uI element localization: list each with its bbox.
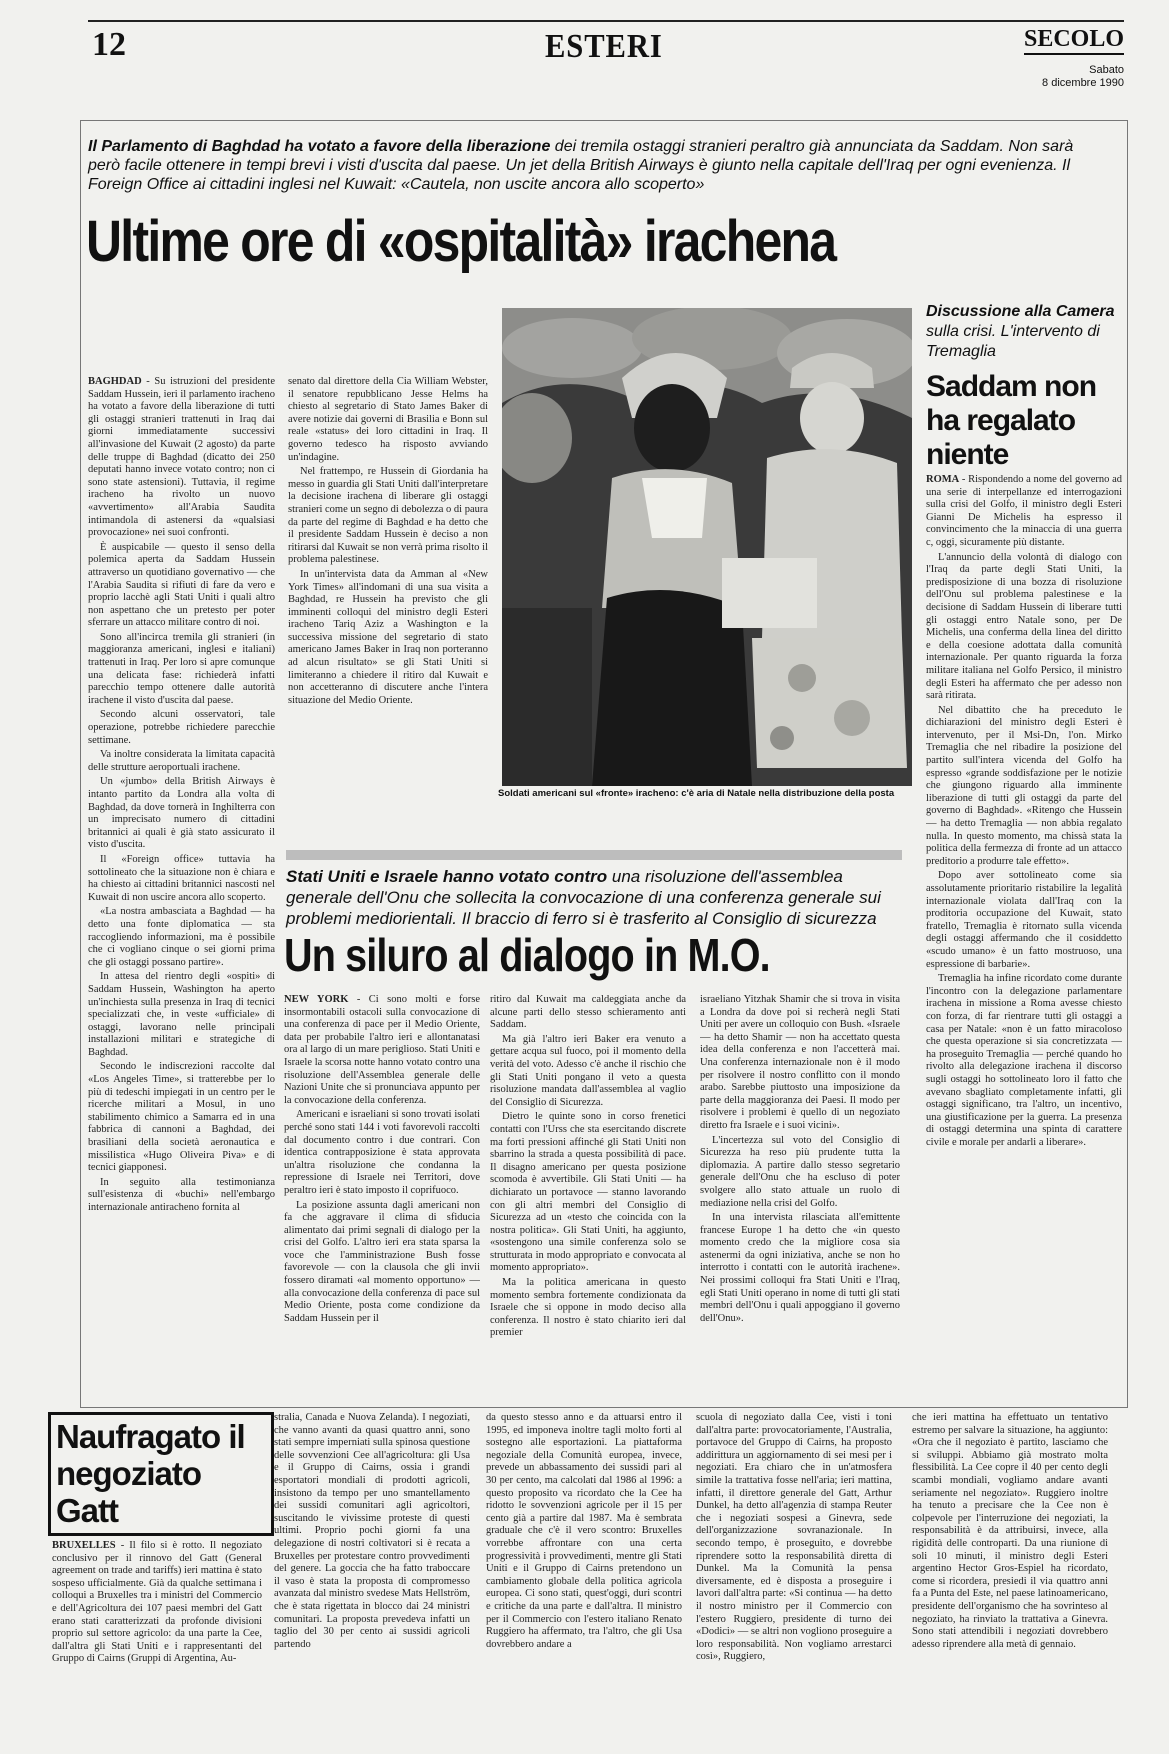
article2-headline: Un siluro al dialogo in M.O. — [284, 929, 770, 981]
article2-column-1 — [284, 994, 480, 1406]
article2-col3-paragraph: In una intervista rilasciata all'emittente francese Europe 1 ha detto che «in questo momento credo che la migliore cosa sia astenermi da ogni iniziativa, anche se non ho interrotto i contatti con le autorità irachene». Nei prossimi colloqui fra Stati Uniti e l'Iraq, egli Stati Uniti operano in nome di tutti gli stati membri dell'Onu i quali appoggiano il governo dell'Onu». — [700, 1212, 900, 1324]
main-col1-paragraph: Il «Foreign office» tuttavia ha sottolineato che la situazione non è chiara e ha chiesto ai cittadini britannici nascosti nel Kuwait di non uscire ancora allo scoperto. — [88, 853, 275, 903]
main-col2-paragraph: senato dal direttore della Cia William Webster, il senatore repubblicano Jesse Helms ha chiesto al segretario di Stato James Baker di avere notizie dai governi di Brasilia e Bonn sul reale «status» dei loro cittadini in Iraq. Il governo tedesco ha risposto avviando un'indagine. — [288, 376, 488, 463]
main-col1-paragraph: In seguito alla testimonianza sull'esistenza di «buchi» nell'embargo internazionale antiracheno fornita al — [88, 1176, 275, 1213]
main-dateline: BAGHDAD — [88, 376, 142, 387]
article2-top-rule — [286, 850, 902, 860]
article2-kicker — [286, 866, 896, 929]
main-col1-paragraph: Va inoltre considerata la limitata capacità delle strutture aeroportuali irachene. — [88, 749, 275, 773]
article2-col2-paragraph: Ma già l'altro ieri Baker era venuto a gettare acqua sul fuoco, poi il momento della verità del voto. Adesso c'è anche il rischio che gli Stati Uniti pongano il veto a questa risoluzione mandata dall'assemblea al vaglio del Consiglio di Sicurezza. — [490, 1033, 686, 1108]
gatt-column-1 — [52, 1540, 262, 1736]
sidebar-paragraph: Tremaglia ha infine ricordato come durante l'incontro con la delegazione parlamentare irachena in missione a Roma avesse chiesto con forza, di far rientrare tutti gli ostaggi a casa per Natale: «non è un fatto miracoloso che questa operazione si sia concretizzata — ha proseguito Tremaglia — perché quando ho rivolto alla delegazione irachena il discorso sugli ostaggi ho sottolineato loro il fatto che avevano sbagliato completamente infatti, gli ostaggi significano, tra l'altro, un incentivo, una giustificazione per la guerra. La presenza di ostaggi determina una spinta di carattere civile e morale per andarli a liberare». — [926, 973, 1122, 1148]
main-col1-paragraph: «La nostra ambasciata a Baghdad — ha detto una fonte diplomatica — sta raccogliendo informazioni, ma è possibile che ci vogliano cinque o sei giorni prima che gli ostaggi possano partire». — [88, 906, 275, 968]
main-kicker-rest: dei tremila ostaggi stranieri peraltro già annunciata da Saddam. Non sarà però facile ottenere in tempi brevi i visti d'uscita dal paese. Un jet della British Airways è giunto nella capitale dell'Iraq per ogni evenienza. Il Foreign Office ai cittadini inglesi nel Kuwait: «Cautela, non uscite ancora allo scoperto» — [88, 138, 1074, 193]
main-col2-paragraph: Nel frattempo, re Hussein di Giordania ha messo in guardia gli Stati Uniti dall'interpretare la decisione irachena di liberare gli ostaggi stranieri come un segno di debolezza o di paura da parte del regime di Baghdad e ha detto che il presidente Saddam Hussein è deciso a non ritirarsi dal Kuwait se non verrà prima risolto il problema palestinese. — [288, 466, 488, 566]
main-col1-paragraph: Sono all'incirca tremila gli stranieri (in maggioranza americani, inglesi e italiani) trattenuti in Iraq. Per loro si apre comunque una delicata fase: richiederà infatti parecchio tempo ottenere dalle autorità irachene il visto d'uscita dal paese. — [88, 631, 275, 706]
soldiers-photo-illustration — [502, 308, 912, 786]
article2-kicker-rest: una risoluzione dell'assemblea generale dell'Onu che sollecita la convocazione di una conferenza generale sui problemi mediorientali. Il braccio di ferro si è trasferito al Consiglio di sicurezza — [286, 867, 881, 928]
article2-col2-paragraph: Ma la politica americana in questo momento sembra fortemente condizionata da Israele che si oppone in modo deciso alla conferenza. Il nostro è stato chiarito ieri dal premier — [490, 1277, 686, 1339]
article2-col3-paragraph: israeliano Yitzhak Shamir che si trova in visita a Londra da dove poi si recherà negli Stati Uniti per avere un colloquio con Bush. «Israele — ha detto Shamir — non ha accettato questa idea della conferenza e non l'accetterà mai. Una conferenza internazionale non è il modo per risolvere il nostro conflitto con il mondo arabo. Sarebbe piuttosto una imposizione da parte della maggioranza dei Paesi. Il modo per risolvere i problemi è quello di un negoziato diretto fra Israele e i suoi vicini». — [700, 994, 900, 1131]
main-col1-paragraph: È auspicabile — questo il senso della polemica aperta da Saddam Hussein attraverso un quotidiano governativo — che l'Arabia Saudita si rifiuti di fare da vero e proprio lacchè agli Stati Uniti i quali altro non aspettano che un pretesto per poter sferrare un attacco militare contro di noi. — [88, 541, 275, 629]
article2-col3-paragraph: L'incertezza sul voto del Consiglio di Sicurezza ha reso più prudente tutta la diplomazia. A partire dallo stesso segretario generale dell'Onu che ha escluso di poter svolgere allo stato attuale un ruolo di mediazione nella crisi del Golfo. — [700, 1134, 900, 1209]
article2-col1-paragraph: Americani e israeliani si sono trovati isolati perché sono stati 144 i voti favorevoli raccolti dal documento contro i due contrari. Con identica contrapposizione è stata approvata un'altra risoluzione che condanna la repressione di Israele nei Territori, dove peraltro ieri è stato imposto il coprifuoco. — [284, 1109, 480, 1196]
sidebar-p0: ROMA - Rispondendo a nome del governo ad una serie di interpellanze ed interrogazioni sulla crisi del Golfo, il ministro degli Esteri Gianni De Michelis ha espresso il convincimento che la minaccia di una guerra c, oggi, sicuramente più distante. — [926, 474, 1122, 548]
gatt-column-3 — [486, 1412, 682, 1736]
gatt-col2-paragraph: stralia, Canada e Nuova Zelanda). I negoziati, che vanno avanti da quasi quattro anni, sono stati sempre imperniati sulla spinosa questione delle sovvenzioni Cee all'agricoltura: gli Usa e il Gruppo di Cairns, ossia i grandi esportatori mondiali di prodotti agricoli, insistono da tempo per uno smantellamento dei sussidi comunitari agli agricoltori, suscitando le vivissime proteste di questi ultimi. Proprio pochi giorni fa una delegazione di nostri coltivatori si è recata a Bruxelles per protestare contro provvedimenti del genere. La goccia che ha fatto traboccare il vaso è stata la proposta di compromesso avanzata dal ministro svedese Mats Hellström, che è stata rigettata in blocco dai 24 ministri comunitari. La proposta prevedeva infatti un taglio del 30 per cento ai sussidi agricoli partendo — [274, 1412, 470, 1650]
article2-col1-p0: NEW YORK - Ci sono molti e forse insormontabili ostacoli sulla convocazione di una conferenza di pace per il Medio Oriente, data per probabile l'altro ieri e allontanatasi ora al largo di un mare periglioso. Stati Uniti e Israele la scorsa notte hanno votato contro una risoluzione dell'Assemblea generale delle Nazioni Unite che si pronunciava appunto per la convocazione della conferenza. — [284, 994, 480, 1106]
main-column-2 — [288, 376, 488, 844]
gatt-col3-paragraph: da questo stesso anno e da attuarsi entro il 1995, ed imponeva inoltre tagli molto forti al sostegno alle esportazioni. La piattaforma negoziale della Comunità europea, invece, prevede un abbassamento dei sussidi pari al 30 per cento, ma calcolati dal 1986 al 1996: a questo proposito va ricordato che la Cee ha ridotto le sovvenzioni agricole per il 15 per cento già a partire dal 1987. Ma è sembrata graduale che c'è il vero scontro: Bruxelles vorrebbe affrontare con una certa progressività i provvedimenti, mentre gli Stati Uniti e il Gruppo di Cairns pretendono un cambiamento globale della politica agricola europea. Ci sono stati, quest'oggi, duri scontri e critiche da una parte e dall'altra. Il ministro per il Commercio con l'estero italiano Renato Ruggiero ha affermato, tra l'altro, che gli Usa dovrebbero andare a — [486, 1412, 682, 1650]
sidebar-kicker-bold: Discussione alla Camera — [926, 303, 1115, 320]
main-column-1 — [88, 376, 275, 1404]
sidebar-column — [926, 474, 1122, 1404]
article2-col1-paragraph: La posizione assunta dagli americani non fa che aggravare il clima di sfiducia alimentato dai primi segnali di dialogo per la crisi del Golfo. L'altro ieri era stata sparsa la voce che l'amministrazione Bush fosse favorevole — con la clausola che gli invii fossero diramati «al momento opportuno» — alla convocazione della conferenza di pace sul Medio Oriente, posta come condizione da Saddam Hussein per il — [284, 1199, 480, 1324]
section-title: ESTERI — [545, 28, 663, 65]
article2-kicker-bold: Stati Uniti e Israele hanno votato contro — [286, 867, 608, 886]
gatt-column-4 — [696, 1412, 892, 1736]
main-col2-paragraph: In un'intervista data da Amman al «New York Times» all'indomani di una sua visita a Baghdad, re Hussein ha previsto che gli imminenti colloqui del ministro degli Esteri iracheno Tariq Aziz a Washington e la successiva missione del segretario di stato americano James Baker in Iraq non porteranno ad alcun risultato» se gli Stati Uniti si limiteranno a chiedere il ritiro dal Kuwait e non accetteranno di discutere anche l'intera situazione del Medio Oriente. — [288, 568, 488, 706]
article2-column-3 — [700, 994, 900, 1406]
main-col1-paragraph: Secondo le indiscrezioni raccolte dal «Los Angeles Time», si tratterebbe per lo più di tedeschi impiegati in un centro per le ricerche militari a Mosul, in uno stabilimento chimico a Samarra ed in una fabbrica di cannoni a Baghdad, dei brasiliani della società aeronautica e missilistica «Hugo Oliveira Piva» e di tecnici giapponesi. — [88, 1061, 275, 1174]
article2-col2-paragraph: ritiro dal Kuwait ma caldeggiata anche da alcune parti dello stesso schieramento anti Saddam. — [490, 994, 686, 1031]
sidebar-kicker — [926, 302, 1126, 362]
gatt-col1-p0: BRUXELLES - Il filo si è rotto. Il negoziato conclusivo per il rinnovo del Gatt (General agreement on trade and tariffs) ieri mattina è stato sospeso ufficialmente. Già da qualche settimana i colloqui a Bruxelles tra i ministri del Commercio e dell'Agricoltura dei 107 paesi membri del Gatt erano stati caratterizzati da profonde divisioni proprio sul settore agricolo: da una parte la Cee, dall'altra gli Stati Uniti e i rappresentanti del Gruppo di Cairns (Gruppi di Argentina, Au- — [52, 1540, 262, 1665]
page-number: 12 — [92, 26, 126, 63]
article2-dateline: NEW YORK — [284, 994, 349, 1005]
issue-day: Sabato — [1089, 64, 1124, 76]
gatt-column-5 — [912, 1412, 1108, 1736]
masthead: SECOLO — [1024, 26, 1124, 55]
soldiers-photo — [502, 308, 912, 786]
issue-date — [1042, 64, 1124, 90]
issue-date-text: 8 dicembre 1990 — [1042, 77, 1124, 89]
gatt-column-2 — [274, 1412, 470, 1736]
sidebar-paragraph: Nel dibattito che ha preceduto le dichiarazioni del ministro degli Esteri è intervenuto, per il Msi-Dn, l'on. Mirko Tremaglia che nel ribadire la posizione del partito sull'intera vicenda del Golfo ha espresso «grande soddisfazione per le notizie che giungono riguardo alla imminente liberazione di tutti gli ostaggi da parte del governo di Baghdad». «Ritengo che Hussein — ha detto Tremaglia — non abbia regalato nulla. In questo momento, ma chissà stata la politica della fermezza di fronte ad un attacco preditorio a produrre tale effetto». — [926, 704, 1122, 867]
sidebar-paragraph: L'annuncio della volontà di dialogo con l'Iraq da parte degli Stati Uniti, la predisposizione di una bozza di risoluzione dell'Onu sul problema palestinese e la decisione di Saddam Hussein di liberare tutti gli ostaggi entro Natale sono, per De Michelis, una conferma della linea del diritto e della coesione adottata dalla comunità internazionale. Per quanto riguarda la forza militare italiana nel Golfo Persico, il ministro degli Esteri ha affermato che per adesso non sarà ritirata. — [926, 551, 1122, 702]
gatt-col4-paragraph: scuola di negoziato dalla Cee, visti i toni dall'altra parte: provocatoriamente, l'Australia, portavoce del Gruppo di Cairns, ha proposto addirittura un aggiornamento di sei mesi per i negoziati. Era chiaro che in un'atmosfera simile la trattativa fosse nell'aria; ieri mattina, infatti, il direttore generale del Gatt, Arthur Dunkel, ha detto all'agenzia di stampa Reuter che i negoziati sospesi a Ginevra, sede dell'organizzazione sovranazionale. In secondo tempo, è proseguito, e dovrebbe riprendere sotto la responsabilità diretta di Dunkel. Ma la Comunità la pensa diversamente, ed è disposta a proseguire i lavori dall'altra parte: «Si continua — ha detto il nostro ministro per il Commercio con l'estero Ruggiero, presidente di turno dei «Dodici» — se altri non vogliono proseguire a loro responsabilità. Non vogliamo arrestarci così», Ruggiero, — [696, 1412, 892, 1663]
main-kicker — [88, 137, 1078, 194]
gatt-headline: Naufragato il negoziato Gatt — [56, 1418, 245, 1529]
sidebar-dateline: ROMA — [926, 474, 960, 485]
sidebar-kicker-rest: sulla crisi. L'intervento di Tremaglia — [926, 323, 1100, 360]
photo-caption: Soldati americani sul «fronte» iracheno: c'è aria di Natale nella distribuzione della posta — [498, 788, 895, 799]
main-col1-paragraph: Secondo alcuni osservatori, tale operazione, potrebbe richiedere parecchie settimane. — [88, 709, 275, 746]
main-kicker-bold: Il Parlamento di Baghdad ha votato a favore della liberazione — [88, 138, 551, 155]
sidebar-paragraph: Dopo aver sottolineato come sia assolutamente prioritario ristabilire la legalità internazionale violata dall'Iraq con la proditoria occupazione del Kuwait, stato fratello, Tremaglia è ritornato sulla vicenda degli ostaggi affermando che il cosiddetto «scudo umano» è un fatto mostruoso, una espressione di barbarie». — [926, 870, 1122, 970]
top-rule — [88, 20, 1124, 22]
article2-col2-paragraph: Dietro le quinte sono in corso frenetici contatti con l'Urss che sta esercitando discrete ma forti pressioni affinché gli Stati Uniti non sbarrino la strada a questa possibilità di pace. Il disagno americano per questa posizione scomoda è avvertibile. Gli Stati Uniti — ha dichiarato un portavoce — stanno lavorando con gli altri membri del Consiglio di Sicurezza ad un «testo che coincida con la nostra politica». Gli Stati Uniti, ha aggiunto, «sostengono una simile conferenza solo se strutturata in modo appropriato e convocata al momento appropriato». — [490, 1111, 686, 1274]
main-headline: Ultime ore di «ospitalità» irachena — [86, 209, 836, 274]
article2-column-2 — [490, 994, 686, 1406]
gatt-col5-paragraph: che ieri mattina ha effettuato un tentativo estremo per salvare la situazione, ha aggiunto: «Ora che il negoziato è partito, lasciamo che si sviluppi. Abbiamo già mostrato molta flessibilità. La Cee copre il 40 per cento degli scambi mondiali, vogliamo andare avanti seriamente nel negoziato». Ruggiero inoltre ha tenuto a precisare che la Cee non è colpevole per l'interruzione dei negoziati, la responsabilità è da attribuirsi, invece, alla rigidità delle controparti. Da una riunione di soli 10 minuti, il ministro degli Esteri argentino Hector Gros-Espiel ha ricordato, come si ricordera, presiedi il via quattro anni fa a Punta del Este, nel paese latinoamericano, presidente dell'organismo che ha sovrinteso al negoziato, ha rinviato la trattativa a Ginevra. Sono stati attendibili i negoziati dovrebbero adesso riprendere alla metà di gennaio. — [912, 1412, 1108, 1650]
gatt-dateline: BRUXELLES — [52, 1540, 116, 1551]
main-col1-paragraph: In attesa del rientro degli «ospiti» di Saddam Hussein, Washington ha aperto un'inchiesta sulla presenza in Iraq di tecnici specializzati che, in veste «ufficiale» di ostaggi, lavorano nelle principali installazioni militari e strategiche di Baghdad. — [88, 971, 275, 1058]
main-col1-p0: BAGHDAD - Su istruzioni del presidente Saddam Hussein, ieri il parlamento iracheno ha votato a favore della liberazione di tutti gli ostaggi stranieri trattenuti in Iraq dai giorni immediatamente successivi all'invasione del Kuwait (2 agosto) da parte delle truppe di Baghdad (dicatto dei 250 deputati hanno invece votato contro; non ci sono state astensioni). Tuttavia, il regime iracheno ha rivolto un nuovo «avvertimento» all'Arabia Saudita intimandola di astenersi da «qualsiasi provocazione» nei suoi confronti. — [88, 376, 275, 539]
sidebar-headline: Saddam non ha regalato niente — [926, 370, 1097, 471]
main-col1-paragraph: Un «jumbo» della British Airways è intanto partito da Londra alla volta di Baghdad, da dove tornerà in Inghilterra con un imprecisato numero di cittadini britannici ai quali è già stato assicurato il visto d'uscita. — [88, 776, 275, 851]
